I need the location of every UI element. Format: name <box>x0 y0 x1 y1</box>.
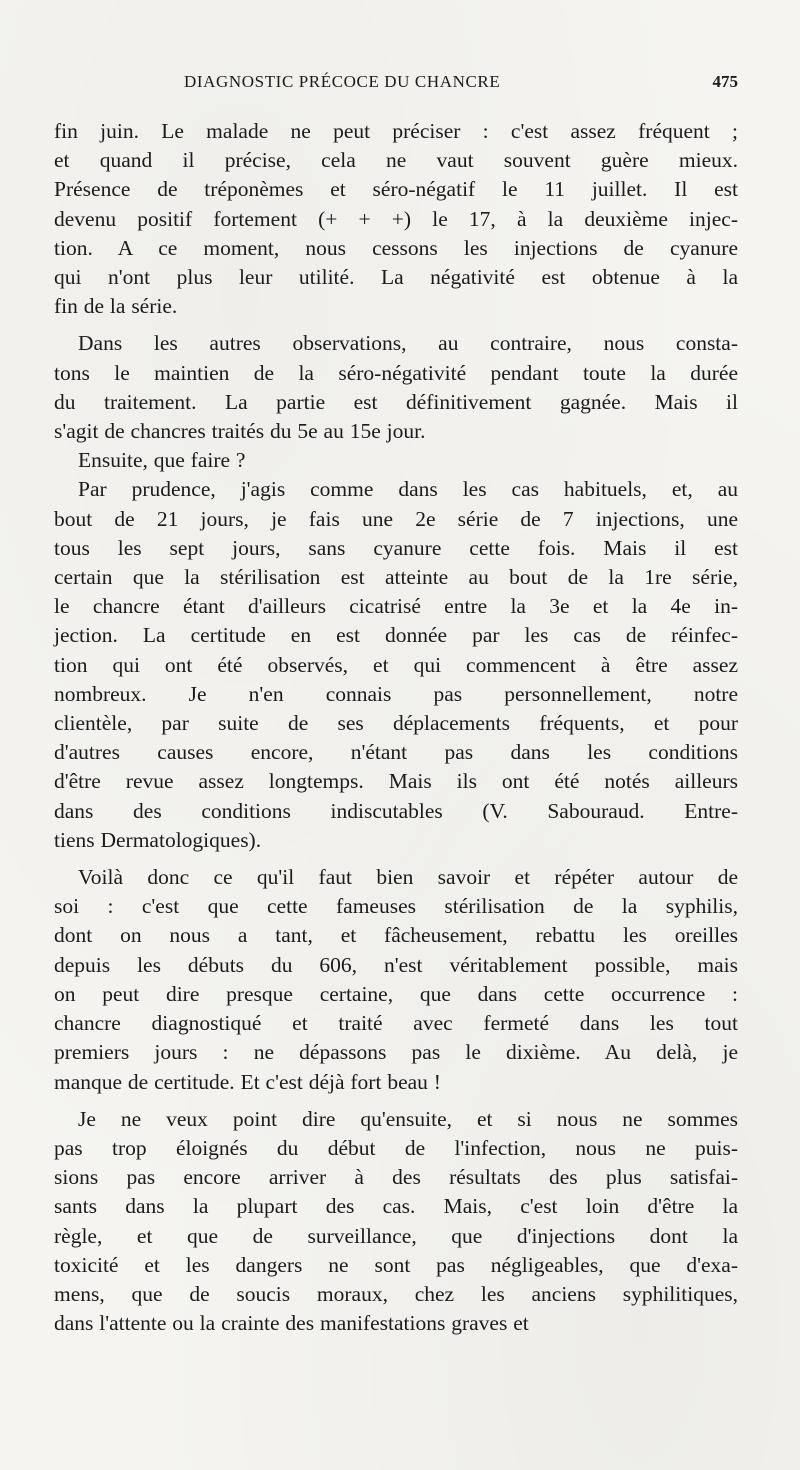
text-line: dont on nous a tant, et fâcheusement, rebattu les oreilles <box>54 923 738 948</box>
paragraph <box>54 1105 738 1339</box>
text-line: mens, que de soucis moraux, chez les anciens syphilitiques, <box>54 1281 738 1306</box>
paragraph <box>54 329 738 446</box>
text-line: depuis les débuts du 606, n'est véritablement possible, mais <box>54 952 738 977</box>
text-line: tion qui ont été observés, et qui commencent à être assez <box>54 652 738 677</box>
text-line: d'être revue assez longtemps. Mais ils ont été notés ailleurs <box>54 769 738 794</box>
text-line: du traitement. La partie est définitivement gagnée. Mais il <box>54 389 738 414</box>
page-number: 475 <box>712 72 738 91</box>
text-line: règle, et que de surveillance, que d'injections dont la <box>54 1223 738 1248</box>
text-line: nombreux. Je n'en connais pas personnellement, notre <box>54 681 738 706</box>
text-line: certain que la stérilisation est atteinte au bout de la 1re série, <box>54 565 738 590</box>
text-line: soi : c'est que cette fameuses stérilisation de la syphilis, <box>54 894 738 919</box>
text-line: le chancre étant d'ailleurs cicatrisé entre la 3e et la 4e in- <box>54 594 738 619</box>
text-line: clientèle, par suite de ses déplacements fréquents, et pour <box>54 711 738 736</box>
paragraph <box>54 475 738 855</box>
text-line: devenu positif fortement (+ + +) le 17, à la deuxième injec- <box>54 206 738 231</box>
paragraph-gap <box>54 321 738 329</box>
text-line: sions pas encore arriver à des résultats des plus satisfai- <box>54 1165 738 1190</box>
text-line: jection. La certitude en est donnée par les cas de réinfec- <box>54 623 738 648</box>
text-line: Présence de tréponèmes et séro-négatif le 11 juillet. Il est <box>54 177 738 202</box>
paragraph <box>54 446 738 475</box>
text-line: Voilà donc ce qu'il faut bien savoir et répéter autour de <box>78 865 738 890</box>
text-line: Par prudence, j'agis comme dans les cas habituels, et, au <box>78 477 738 502</box>
text-line: manque de certitude. Et c'est déjà fort beau ! <box>54 1069 441 1094</box>
text-line: fin juin. Le malade ne peut préciser : c'est assez fréquent ; <box>54 119 738 143</box>
text-line: chancre diagnostiqué et traité avec fermeté dans les tout <box>54 1011 738 1036</box>
text-line: on peut dire presque certaine, que dans cette occurrence : <box>54 981 738 1006</box>
paragraph-gap <box>54 855 738 863</box>
text-line: tiens Dermatologiques). <box>54 827 262 852</box>
text-line: qui n'ont plus leur utilité. La négativité est obtenue à la <box>54 265 738 290</box>
running-head <box>54 72 738 102</box>
text-line: d'autres causes encore, n'étant pas dans les conditions <box>54 740 738 765</box>
text-line: fin de la série. <box>54 294 178 319</box>
text-line: et quand il précise, cela ne vaut souvent guère mieux. <box>54 148 738 173</box>
text-line: toxicité et les dangers ne sont pas négligeables, que d'exa- <box>54 1252 738 1277</box>
running-title: DIAGNOSTIC PRÉCOCE DU CHANCRE <box>184 72 501 91</box>
text-line: dans l'attente ou la crainte des manifestations graves et <box>54 1311 529 1336</box>
paragraph-gap <box>54 1097 738 1105</box>
text-line: tion. A ce moment, nous cessons les injections de cyanure <box>54 235 738 260</box>
text-line: Je ne veux point dire qu'ensuite, et si nous ne sommes <box>78 1106 738 1131</box>
text-line: pas trop éloignés du début de l'infection, nous ne puis- <box>54 1135 738 1160</box>
text-line: tous les sept jours, sans cyanure cette fois. Mais il est <box>54 535 738 560</box>
text-line: Dans les autres observations, au contraire, nous consta- <box>78 331 738 356</box>
text-line: dans des conditions indiscutables (V. Sabouraud. Entre- <box>54 798 738 823</box>
paragraph <box>54 117 738 321</box>
body-text <box>54 117 738 1338</box>
text-line: tons le maintien de la séro-négativité pendant toute la durée <box>54 360 738 385</box>
text-line: premiers jours : ne dépassons pas le dixième. Au delà, je <box>54 1040 738 1065</box>
paragraph <box>54 863 738 1097</box>
text-line: s'agit de chancres traités du 5e au 15e jour. <box>54 419 426 444</box>
text-line: Ensuite, que faire ? <box>78 448 246 473</box>
text-line: bout de 21 jours, je fais une 2e série de 7 injections, une <box>54 506 738 531</box>
text-line: sants dans la plupart des cas. Mais, c'est loin d'être la <box>54 1194 738 1219</box>
